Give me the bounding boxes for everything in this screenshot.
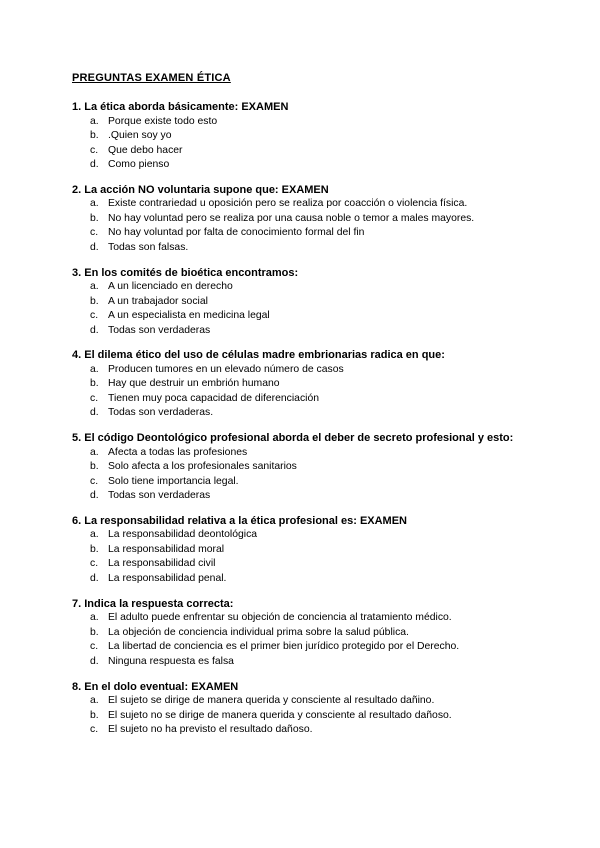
- option-letter: d.: [90, 241, 99, 253]
- option-text: Todas son verdaderas: [108, 490, 211, 502]
- question-title: 7. Indica la respuesta correcta:: [72, 597, 234, 610]
- option-item: [72, 295, 552, 310]
- question-title: 3. En los comités de bioética encontramos:: [72, 266, 299, 279]
- option-item: [72, 723, 552, 738]
- option-item: [72, 446, 552, 461]
- question-title: 6. La responsabilidad relativa a la ética profesional es: EXAMEN: [72, 514, 408, 527]
- option-text: La responsabilidad civil: [108, 558, 216, 570]
- option-list: [72, 197, 552, 255]
- option-text: Hay que destruir un embrión humano: [108, 378, 280, 390]
- question-6: [72, 514, 552, 587]
- option-letter: d.: [90, 324, 99, 336]
- option-text: La libertad de conciencia es el primer bien jurídico protegido por el Derecho.: [108, 641, 460, 653]
- option-letter: b.: [90, 543, 99, 555]
- question-title: 1. La ética aborda básicamente: EXAMEN: [72, 101, 289, 113]
- question-5: [72, 431, 552, 504]
- question-title: 2. La acción NO voluntaria supone que: EXAMEN: [72, 183, 329, 196]
- option-item: [72, 129, 552, 144]
- option-letter: b.: [90, 709, 99, 721]
- option-item: [72, 640, 552, 655]
- question-7: [72, 597, 552, 670]
- option-text: No hay voluntad por falta de conocimiento formal del fin: [108, 227, 365, 239]
- document-title: PREGUNTAS EXAMEN ÉTICA: [72, 72, 231, 84]
- option-item: [72, 543, 552, 558]
- option-text: El sujeto no ha previsto el resultado dañoso.: [108, 724, 313, 736]
- option-item: [72, 197, 552, 212]
- option-text: Solo afecta a los profesionales sanitarios: [108, 461, 297, 473]
- option-text: Que debo hacer: [108, 144, 183, 156]
- option-list: [72, 528, 552, 586]
- option-text: Todas son verdaderas: [108, 324, 211, 336]
- option-text: El sujeto no se dirige de manera querida y consciente al resultado dañoso.: [108, 709, 452, 721]
- option-text: Existe contrariedad u oposición pero se realiza por coacción o violencia física.: [108, 198, 468, 210]
- option-item: [72, 212, 552, 227]
- question-8: [72, 680, 552, 738]
- option-letter: d.: [90, 655, 99, 667]
- option-letter: b.: [90, 378, 99, 390]
- option-letter: b.: [90, 626, 99, 638]
- option-letter: c.: [90, 227, 99, 239]
- option-letter: b.: [90, 212, 99, 224]
- option-letter: c.: [90, 144, 99, 156]
- option-letter: a.: [90, 281, 99, 293]
- option-text: Todas son falsas.: [108, 241, 189, 253]
- option-item: [72, 655, 552, 670]
- option-list: [72, 611, 552, 669]
- option-letter: a.: [90, 446, 99, 458]
- question-list: [72, 100, 552, 748]
- option-item: [72, 309, 552, 324]
- option-letter: b.: [90, 295, 99, 307]
- option-text: La responsabilidad deontológica: [108, 529, 258, 541]
- option-list: [72, 694, 552, 738]
- option-letter: a.: [90, 612, 99, 624]
- option-text: Solo tiene importancia legal.: [108, 475, 239, 487]
- option-item: [72, 626, 552, 641]
- question-title: 8. En el dolo eventual: EXAMEN: [72, 680, 239, 693]
- option-item: [72, 324, 552, 339]
- question-3: [72, 266, 552, 339]
- option-letter: a.: [90, 695, 99, 707]
- option-letter: d.: [90, 159, 99, 170]
- option-item: [72, 557, 552, 572]
- option-letter: b.: [90, 461, 99, 473]
- option-item: [72, 158, 552, 173]
- option-text: Producen tumores en un elevado número de casos: [108, 363, 344, 375]
- option-item: [72, 115, 552, 130]
- option-letter: d.: [90, 407, 99, 419]
- option-item: [72, 528, 552, 543]
- option-list: [72, 363, 552, 421]
- option-item: [72, 572, 552, 587]
- option-letter: c.: [90, 558, 99, 570]
- option-letter: c.: [90, 392, 99, 404]
- option-item: [72, 377, 552, 392]
- option-text: Como pienso: [108, 159, 170, 170]
- option-text: El sujeto se dirige de manera querida y consciente al resultado dañino.: [108, 695, 435, 707]
- option-item: [72, 694, 552, 709]
- option-letter: c.: [90, 641, 99, 653]
- option-letter: c.: [90, 724, 99, 736]
- option-item: [72, 489, 552, 504]
- option-text: Todas son verdaderas.: [108, 407, 214, 419]
- option-list: [72, 115, 552, 173]
- option-text: A un especialista en medicina legal: [108, 310, 270, 322]
- option-text: Porque existe todo esto: [108, 115, 218, 127]
- option-letter: a.: [90, 198, 99, 210]
- question-title: 5. El código Deontológico profesional aborda el deber de secreto profesional y esto:: [72, 432, 514, 445]
- option-item: [72, 709, 552, 724]
- option-text: A un licenciado en derecho: [108, 281, 233, 293]
- option-letter: a.: [90, 115, 99, 127]
- option-item: [72, 280, 552, 295]
- option-item: [72, 406, 552, 421]
- option-letter: a.: [90, 363, 99, 375]
- option-letter: a.: [90, 529, 99, 541]
- question-title: 4. El dilema ético del uso de células madre embrionarias radica en que:: [72, 349, 445, 362]
- question-1: [72, 100, 552, 173]
- option-item: [72, 144, 552, 159]
- option-letter: c.: [90, 310, 99, 322]
- option-item: [72, 241, 552, 256]
- option-text: A un trabajador social: [108, 295, 208, 307]
- option-text: No hay voluntad pero se realiza por una causa noble o temor a males mayores.: [108, 212, 475, 224]
- option-text: Ninguna respuesta es falsa: [108, 655, 234, 667]
- option-text: .Quien soy yo: [108, 130, 172, 141]
- option-item: [72, 363, 552, 378]
- option-item: [72, 611, 552, 626]
- option-item: [72, 226, 552, 241]
- question-2: [72, 183, 552, 256]
- option-letter: b.: [90, 130, 99, 141]
- option-letter: d.: [90, 490, 99, 502]
- option-text: Afecta a todas las profesiones: [108, 446, 248, 458]
- option-item: [72, 475, 552, 490]
- option-list: [72, 446, 552, 504]
- option-letter: c.: [90, 475, 99, 487]
- question-4: [72, 348, 552, 421]
- option-list: [72, 280, 552, 338]
- option-letter: d.: [90, 572, 99, 584]
- option-text: El adulto puede enfrentar su objeción de conciencia al tratamiento médico.: [108, 612, 452, 624]
- option-text: La responsabilidad moral: [108, 543, 225, 555]
- option-item: [72, 392, 552, 407]
- option-text: Tienen muy poca capacidad de diferenciación: [108, 392, 320, 404]
- option-text: La objeción de conciencia individual prima sobre la salud pública.: [108, 626, 409, 638]
- option-text: La responsabilidad penal.: [108, 572, 227, 584]
- option-item: [72, 460, 552, 475]
